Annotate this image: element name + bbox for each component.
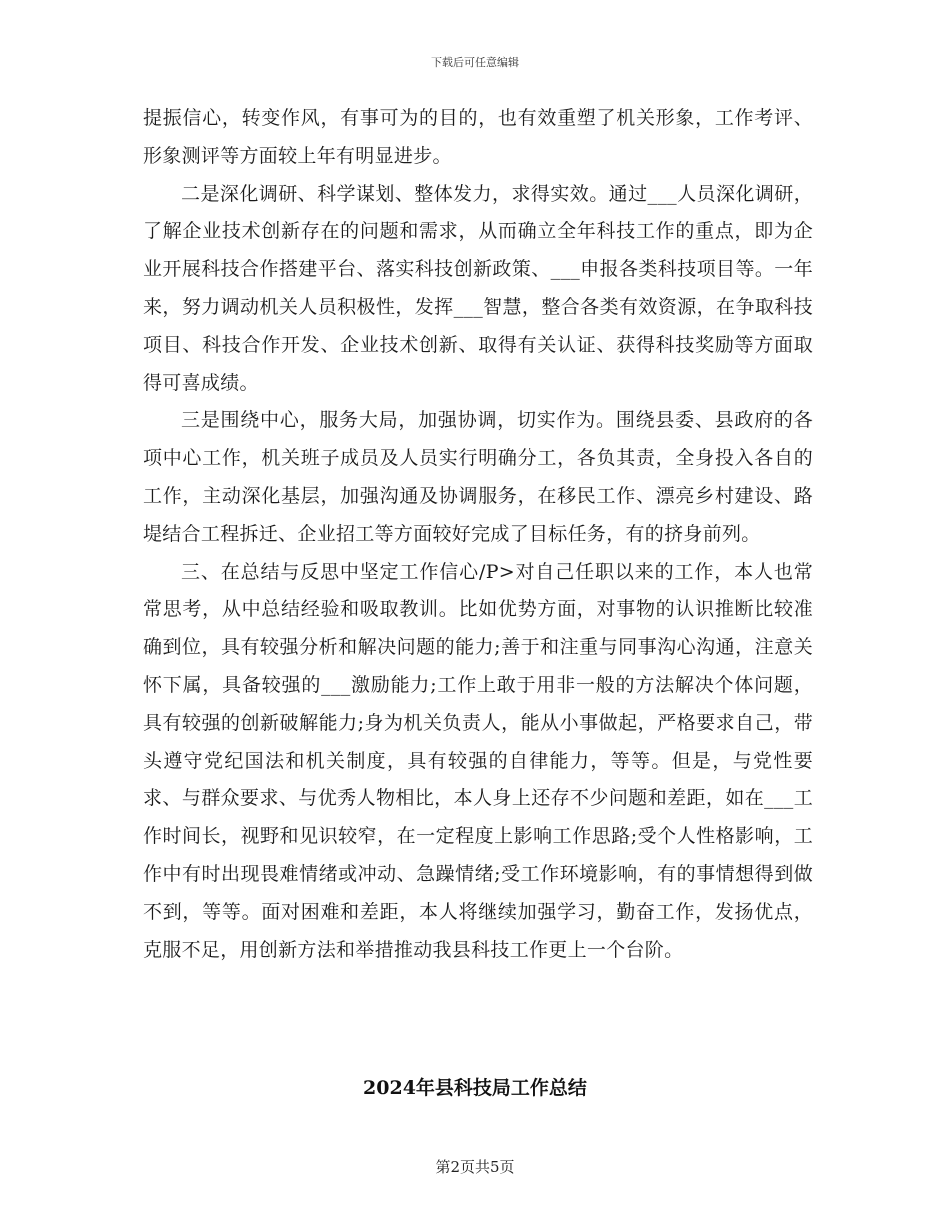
page-header-note: 下载后可任意编辑 — [431, 56, 519, 69]
paragraph-continuation: 提振信心，转变作风，有事可为的目的，也有效重塑了机关形象，工作考评、形象测评等方面较上年有明显进步。 — [143, 107, 813, 167]
document-body — [143, 100, 813, 969]
paragraph-research: 二是深化调研、科学谋划、整体发力，求得实效。通过___人员深化调研，了解企业技术创新存在的问题和需求，从而确立全年科技工作的重点，即为企业开展科技合作搭建平台、落实科技创新政策、___申报各类科技项目等。一年来，努力调动机关人员积极性，发挥___智慧，整合各类有效资源，在争取科技项目、科技合作开发、企业技术创新、取得有关认证、获得科技奖励等方面取得可喜成绩。 — [143, 182, 813, 394]
paragraph-center-work: 三是围绕中心，服务大局，加强协调，切实作为。围绕县委、县政府的各项中心工作，机关班子成员及人员实行明确分工，各负其责，全身投入各自的工作，主动深化基层，加强沟通及协调服务，在移民工作、漂亮乡村建设、路堤结合工程拆迁、企业招工等方面较好完成了目标任务，有的挤身前列。 — [143, 409, 813, 545]
section-title: 2024年县科技局工作总结 — [363, 1077, 587, 1099]
paragraph-reflection: 三、在总结与反思中坚定工作信心/P>对自己任职以来的工作，本人也常常思考，从中总结经验和吸取教训。比如优势方面，对事物的认识推断比较准确到位，具有较强分析和解决问题的能力;善于和注重与同事沟心沟通，注意关怀下属，具备较强的___激励能力;工作上敢于用非一般的方法解决个体问题，具有较强的创新破解能力;身为机关负责人，能从小事做起，严格要求自己，带头遵守党纪国法和机关制度，具有较强的自律能力，等等。但是，与党性要求、与群众要求、与优秀人物相比，本人身上还存不少问题和差距，如在___工作时间长，视野和见识较窄，在一定程度上影响工作思路;受个人性格影响，工作中有时出现畏难情绪或冲动、急躁情绪;受工作环境影响，有的事情想得到做不到，等等。面对困难和差距，本人将继续加强学习，勤奋工作，发扬优点，克服不足，用创新方法和举措推动我县科技工作更上一个台阶。 — [143, 560, 813, 961]
page-number: 第2页共5页 — [435, 1158, 515, 1176]
